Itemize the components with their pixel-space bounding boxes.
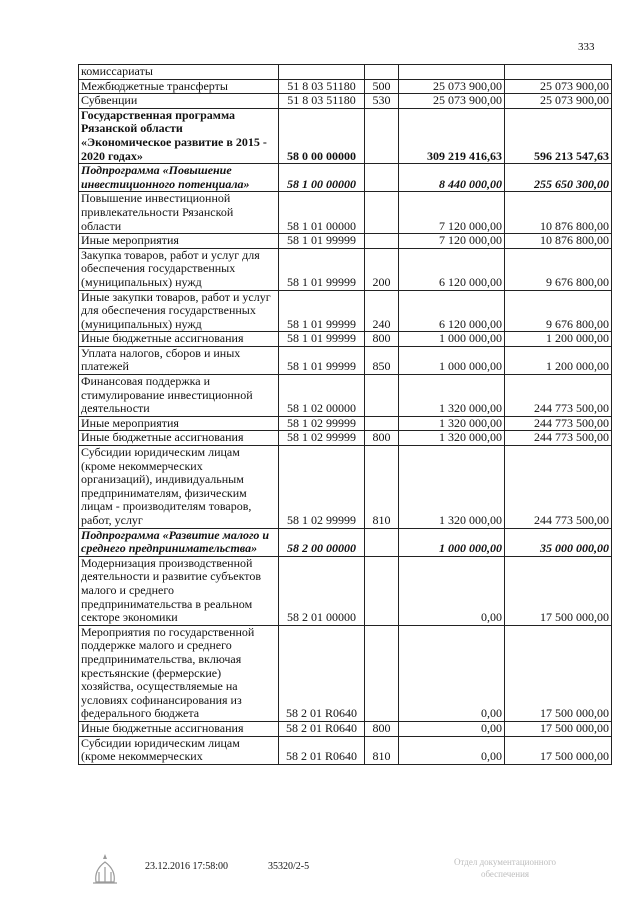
row-code-cell: 58 1 02 99999 — [279, 446, 365, 529]
row-amount-2019-cell: 0,00 — [399, 556, 505, 625]
table-row — [79, 248, 612, 290]
row-expense-type-cell — [365, 625, 399, 721]
row-expense-type-cell — [365, 108, 399, 163]
row-code-cell — [279, 65, 365, 80]
row-amount-2019-cell: 1 000 000,00 — [399, 346, 505, 374]
row-name-cell: Повышение инвестиционной привлекательности Рязанской области — [79, 192, 279, 234]
row-amount-2020-cell: 17 500 000,00 — [505, 556, 612, 625]
row-name-cell: Уплата налогов, сборов и иных платежей — [79, 346, 279, 374]
row-amount-2019-cell: 0,00 — [399, 625, 505, 721]
row-amount-2020-cell: 244 773 500,00 — [505, 375, 612, 417]
row-name-cell: Закупка товаров, работ и услуг для обеспечения государственных (муниципальных) нужд — [79, 248, 279, 290]
row-expense-type-cell — [365, 416, 399, 431]
row-amount-2020-cell: 1 200 000,00 — [505, 346, 612, 374]
table-row — [79, 164, 612, 192]
row-amount-2020-cell: 35 000 000,00 — [505, 528, 612, 556]
row-expense-type-cell — [365, 556, 399, 625]
row-expense-type-cell: 800 — [365, 431, 399, 446]
row-code-cell: 58 1 02 99999 — [279, 416, 365, 431]
row-expense-type-cell: 200 — [365, 248, 399, 290]
row-name-cell: Финансовая поддержка и стимулирование инвестиционной деятельности — [79, 375, 279, 417]
row-name-cell: Модернизация производственной деятельности и развитие субъектов малого и среднего предпринимательства в реальном секторе экономики — [79, 556, 279, 625]
page-footer — [0, 856, 640, 896]
row-code-cell: 58 1 01 99999 — [279, 248, 365, 290]
row-amount-2019-cell: 1 320 000,00 — [399, 446, 505, 529]
table-row — [79, 346, 612, 374]
table-row — [79, 431, 612, 446]
row-amount-2020-cell: 255 650 300,00 — [505, 164, 612, 192]
row-code-cell: 58 2 01 R0640 — [279, 721, 365, 736]
table-row — [79, 94, 612, 109]
row-expense-type-cell — [365, 234, 399, 249]
row-amount-2019-cell: 6 120 000,00 — [399, 290, 505, 332]
watermark-text: Отдел документационного обеспечения — [453, 857, 557, 879]
table-row — [79, 79, 612, 94]
row-amount-2020-cell: 244 773 500,00 — [505, 416, 612, 431]
budget-table-body — [79, 65, 612, 765]
row-code-cell: 58 0 00 00000 — [279, 108, 365, 163]
row-amount-2019-cell: 7 120 000,00 — [399, 234, 505, 249]
row-expense-type-cell — [365, 65, 399, 80]
row-expense-type-cell — [365, 528, 399, 556]
row-name-cell: Иные закупки товаров, работ и услуг для обеспечения государственных (муниципальных) нужд — [79, 290, 279, 332]
emblem-logo — [88, 852, 122, 886]
row-code-cell: 58 2 00 00000 — [279, 528, 365, 556]
row-code-cell: 58 1 01 99999 — [279, 332, 365, 347]
row-expense-type-cell: 800 — [365, 721, 399, 736]
row-amount-2020-cell: 9 676 800,00 — [505, 248, 612, 290]
table-row — [79, 332, 612, 347]
row-code-cell: 58 1 01 99999 — [279, 234, 365, 249]
row-amount-2020-cell: 244 773 500,00 — [505, 446, 612, 529]
row-amount-2019-cell: 7 120 000,00 — [399, 192, 505, 234]
table-row — [79, 108, 612, 163]
table-row — [79, 736, 612, 764]
row-expense-type-cell — [365, 375, 399, 417]
table-row — [79, 416, 612, 431]
row-code-cell: 58 1 01 99999 — [279, 346, 365, 374]
row-amount-2020-cell: 25 073 900,00 — [505, 79, 612, 94]
row-name-cell: Иные бюджетные ассигнования — [79, 431, 279, 446]
row-expense-type-cell: 810 — [365, 736, 399, 764]
row-amount-2019-cell: 6 120 000,00 — [399, 248, 505, 290]
row-amount-2019-cell: 25 073 900,00 — [399, 79, 505, 94]
row-code-cell: 58 2 01 R0640 — [279, 736, 365, 764]
budget-table — [78, 64, 612, 765]
row-amount-2020-cell: 10 876 800,00 — [505, 192, 612, 234]
row-code-cell: 58 1 01 00000 — [279, 192, 365, 234]
row-code-cell: 58 2 01 R0640 — [279, 625, 365, 721]
table-row — [79, 290, 612, 332]
table-row — [79, 625, 612, 721]
table-row — [79, 721, 612, 736]
row-expense-type-cell: 240 — [365, 290, 399, 332]
row-name-cell: Межбюджетные трансферты — [79, 79, 279, 94]
row-expense-type-cell: 530 — [365, 94, 399, 109]
row-amount-2020-cell: 25 073 900,00 — [505, 94, 612, 109]
row-name-cell: Субсидии юридическим лицам (кроме некоммерческих — [79, 736, 279, 764]
footer-document-number: 35320/2-5 — [268, 861, 310, 872]
row-amount-2020-cell: 17 500 000,00 — [505, 721, 612, 736]
row-amount-2020-cell: 17 500 000,00 — [505, 625, 612, 721]
row-code-cell: 58 1 01 99999 — [279, 290, 365, 332]
row-amount-2020-cell: 244 773 500,00 — [505, 431, 612, 446]
table-row — [79, 234, 612, 249]
row-expense-type-cell: 500 — [365, 79, 399, 94]
row-amount-2019-cell: 309 219 416,63 — [399, 108, 505, 163]
row-name-cell: Иные бюджетные ассигнования — [79, 721, 279, 736]
table-row — [79, 375, 612, 417]
row-amount-2019-cell: 1 320 000,00 — [399, 416, 505, 431]
row-name-cell: Государственная программа Рязанской области «Экономическое развитие в 2015 - 2020 годах» — [79, 108, 279, 163]
row-code-cell: 51 8 03 51180 — [279, 79, 365, 94]
row-amount-2020-cell: 9 676 800,00 — [505, 290, 612, 332]
row-expense-type-cell: 810 — [365, 446, 399, 529]
table-row — [79, 192, 612, 234]
row-amount-2019-cell: 25 073 900,00 — [399, 94, 505, 109]
page-number: 333 — [578, 41, 595, 53]
row-name-cell: Субсидии юридическим лицам (кроме некоммерческих организаций), индивидуальным предпринимателям, физическим лицам - производителям товаров, работ, услуг — [79, 446, 279, 529]
row-code-cell: 58 1 02 99999 — [279, 431, 365, 446]
row-expense-type-cell — [365, 164, 399, 192]
row-code-cell: 58 1 02 00000 — [279, 375, 365, 417]
row-name-cell: Иные мероприятия — [79, 416, 279, 431]
row-amount-2019-cell: 1 320 000,00 — [399, 431, 505, 446]
row-amount-2019-cell: 1 000 000,00 — [399, 528, 505, 556]
row-code-cell: 51 8 03 51180 — [279, 94, 365, 109]
table-row — [79, 65, 612, 80]
row-name-cell: Субвенции — [79, 94, 279, 109]
row-amount-2019-cell: 8 440 000,00 — [399, 164, 505, 192]
row-name-cell: Мероприятия по государственной поддержке малого и среднего предпринимательства, включая крестьянские (фермерские) хозяйства, осуществляемые на условиях софинансирования из федерального бюджета — [79, 625, 279, 721]
row-amount-2020-cell: 17 500 000,00 — [505, 736, 612, 764]
row-amount-2020-cell — [505, 65, 612, 80]
row-name-cell: Иные мероприятия — [79, 234, 279, 249]
table-row — [79, 556, 612, 625]
footer-timestamp: 23.12.2016 17:58:00 — [145, 861, 229, 872]
row-name-cell: Подпрограмма «Развитие малого и среднего предпринимательства» — [79, 528, 279, 556]
row-amount-2019-cell — [399, 65, 505, 80]
row-amount-2019-cell: 1 320 000,00 — [399, 375, 505, 417]
table-row — [79, 446, 612, 529]
row-amount-2019-cell: 0,00 — [399, 721, 505, 736]
row-code-cell: 58 1 00 00000 — [279, 164, 365, 192]
table-row — [79, 528, 612, 556]
row-amount-2020-cell: 10 876 800,00 — [505, 234, 612, 249]
row-name-cell: Подпрограмма «Повышение инвестиционного потенциала» — [79, 164, 279, 192]
row-expense-type-cell: 850 — [365, 346, 399, 374]
row-amount-2020-cell: 596 213 547,63 — [505, 108, 612, 163]
row-amount-2019-cell: 1 000 000,00 — [399, 332, 505, 347]
row-name-cell: комиссариаты — [79, 65, 279, 80]
row-code-cell: 58 2 01 00000 — [279, 556, 365, 625]
row-amount-2019-cell: 0,00 — [399, 736, 505, 764]
row-expense-type-cell — [365, 192, 399, 234]
row-name-cell: Иные бюджетные ассигнования — [79, 332, 279, 347]
row-expense-type-cell: 800 — [365, 332, 399, 347]
row-amount-2020-cell: 1 200 000,00 — [505, 332, 612, 347]
